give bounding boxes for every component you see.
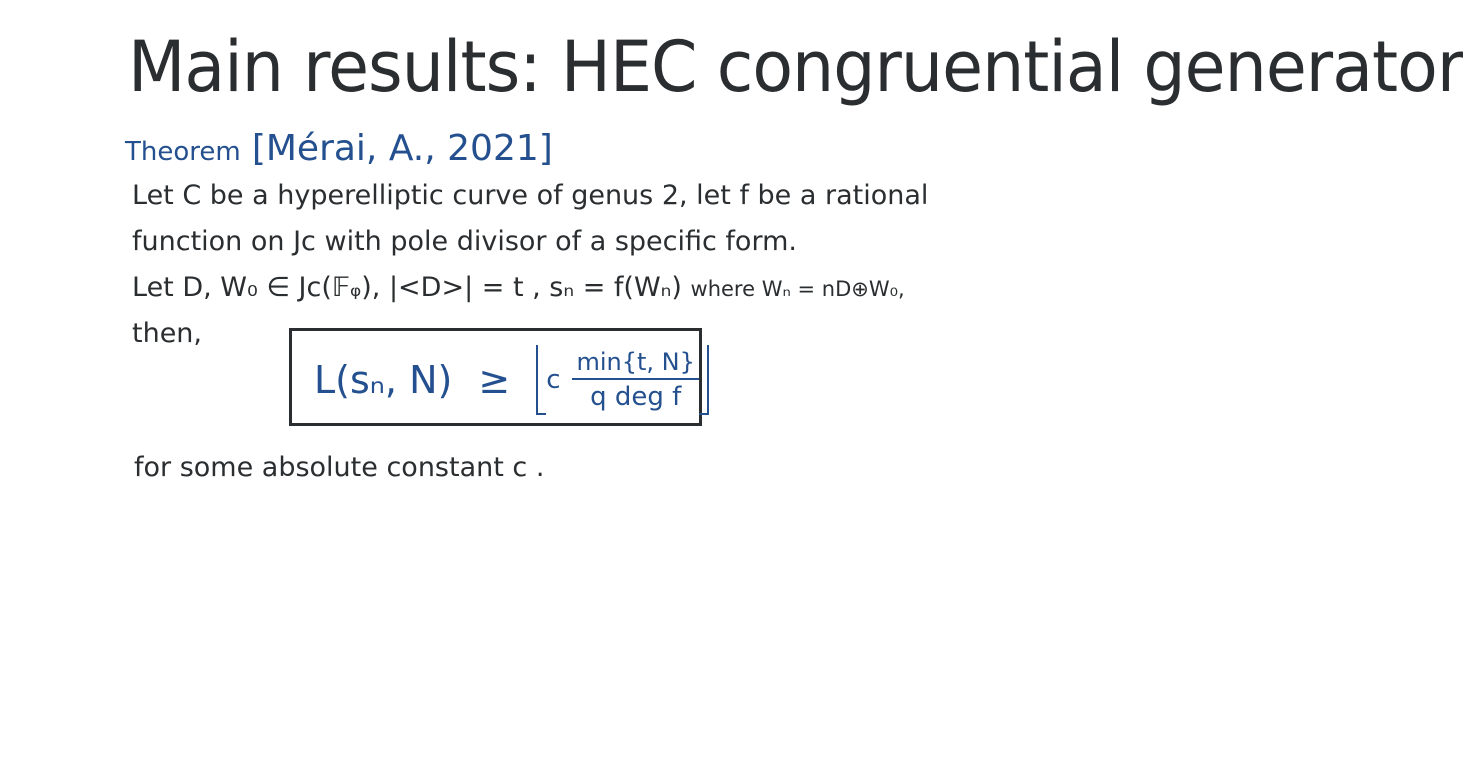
formula-fraction [572, 348, 698, 412]
theorem-statement-line-3 [132, 272, 905, 303]
theorem-statement-line-2: function on Jᴄ with pole divisor of a specific form. [132, 226, 797, 257]
theorem-heading [125, 128, 553, 169]
line-3-main: Let D, W₀ ∈ Jᴄ(𝔽ᵩ), |<D>| = t , sₙ = f(Wₙ) [132, 272, 691, 303]
theorem-conclusion: for some absolute constant c . [134, 452, 545, 483]
formula-numerator: min{t, N} [572, 348, 698, 380]
formula-denominator: q deg f [590, 382, 682, 412]
theorem-statement-line-1: Let C be a hyperelliptic curve of genus 2, let f be a rational [132, 180, 929, 211]
linear-complexity-bound [314, 345, 709, 415]
formula-relation: ≥ [478, 358, 511, 402]
floor-bracket [536, 345, 709, 415]
formula-lhs: L(sₙ, N) [314, 358, 453, 402]
theorem-citation: [Mérai, A., 2021] [251, 128, 553, 169]
theorem-label: Theorem [125, 137, 241, 167]
formula-box [289, 328, 702, 426]
theorem-statement-then: then, [132, 318, 203, 349]
slide-title: Main results: HEC congruential generator [128, 26, 1463, 108]
line-3-where-clause: where Wₙ = nD⊕W₀, [690, 277, 905, 301]
formula-coefficient: c [546, 365, 561, 395]
